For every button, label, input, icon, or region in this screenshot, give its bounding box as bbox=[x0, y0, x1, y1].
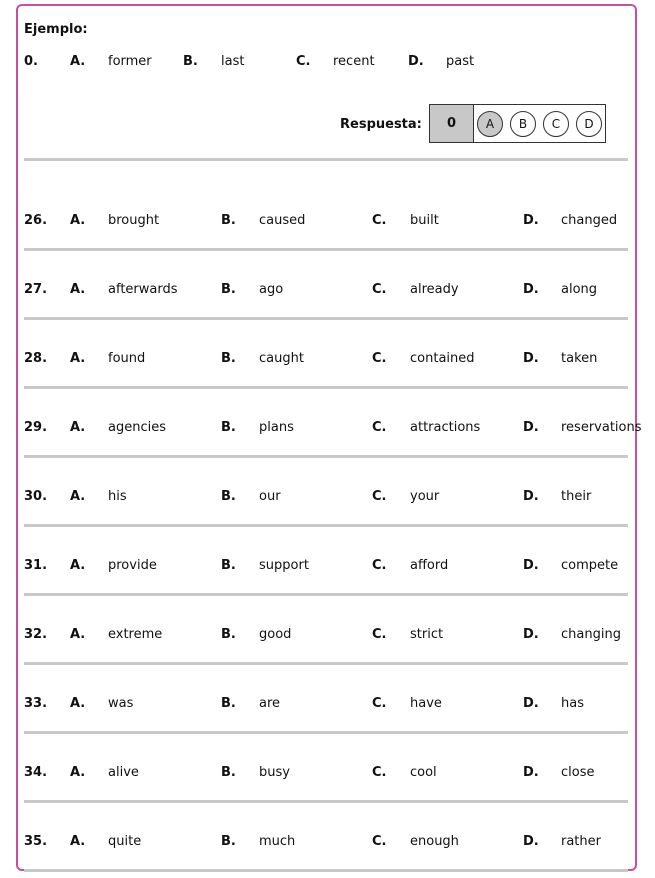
question-30-option-b-text: our bbox=[259, 489, 281, 504]
question-34-option-d-text: close bbox=[561, 765, 595, 780]
question-separator bbox=[24, 317, 628, 320]
question-31-option-b-letter: B. bbox=[221, 558, 236, 573]
question-33-option-b-text: are bbox=[259, 696, 281, 711]
question-separator bbox=[24, 455, 628, 458]
question-35-option-b-letter: B. bbox=[221, 834, 236, 849]
question-separator bbox=[24, 248, 628, 251]
question-33-option-a-letter: A. bbox=[70, 696, 86, 711]
question-29-option-c-text: attractions bbox=[410, 420, 481, 435]
example-option-d-letter: D. bbox=[408, 54, 424, 69]
answer-choice-d[interactable]: D bbox=[576, 111, 602, 137]
question-30-number: 30. bbox=[24, 489, 48, 504]
question-30-option-c-letter: C. bbox=[372, 489, 387, 504]
question-31-number: 31. bbox=[24, 558, 48, 573]
question-26-option-d-text: changed bbox=[561, 213, 618, 228]
question-28-option-a-letter: A. bbox=[70, 351, 86, 366]
question-34-option-d-letter: D. bbox=[523, 765, 539, 780]
question-29-number: 29. bbox=[24, 420, 48, 435]
question-27-option-b-letter: B. bbox=[221, 282, 236, 297]
question-29-option-c-letter: C. bbox=[372, 420, 387, 435]
example-option-b-text: last bbox=[221, 54, 245, 69]
question-separator bbox=[24, 662, 628, 665]
question-31-option-a-letter: A. bbox=[70, 558, 86, 573]
question-29-option-d-letter: D. bbox=[523, 420, 539, 435]
question-28-option-c-letter: C. bbox=[372, 351, 387, 366]
question-34-option-a-letter: A. bbox=[70, 765, 86, 780]
question-34-number: 34. bbox=[24, 765, 48, 780]
question-26-option-c-letter: C. bbox=[372, 213, 387, 228]
question-32-option-a-text: extreme bbox=[108, 627, 163, 642]
question-28-option-d-text: taken bbox=[561, 351, 598, 366]
question-separator bbox=[24, 800, 628, 803]
example-option-a-text: former bbox=[108, 54, 152, 69]
question-separator bbox=[24, 731, 628, 734]
question-26-option-a-letter: A. bbox=[70, 213, 86, 228]
question-32-option-c-letter: C. bbox=[372, 627, 387, 642]
question-28-option-c-text: contained bbox=[410, 351, 475, 366]
question-27-option-d-letter: D. bbox=[523, 282, 539, 297]
question-30-option-a-text: his bbox=[108, 489, 127, 504]
question-26-option-b-text: caused bbox=[259, 213, 306, 228]
question-34-option-a-text: alive bbox=[108, 765, 139, 780]
question-34-option-c-text: cool bbox=[410, 765, 437, 780]
example-option-c-letter: C. bbox=[296, 54, 311, 69]
question-27-option-a-letter: A. bbox=[70, 282, 86, 297]
question-33-option-c-letter: C. bbox=[372, 696, 387, 711]
question-33-number: 33. bbox=[24, 696, 48, 711]
question-35-option-a-text: quite bbox=[108, 834, 142, 849]
question-29-option-d-text: reservations bbox=[561, 420, 642, 435]
question-27-number: 27. bbox=[24, 282, 48, 297]
question-26-option-a-text: brought bbox=[108, 213, 160, 228]
question-30-option-d-text: their bbox=[561, 489, 592, 504]
question-26-number: 26. bbox=[24, 213, 48, 228]
question-34-option-b-text: busy bbox=[259, 765, 290, 780]
example-option-a-letter: A. bbox=[70, 54, 86, 69]
example-title: Ejemplo: bbox=[24, 22, 88, 37]
question-26-option-d-letter: D. bbox=[523, 213, 539, 228]
question-30-option-a-letter: A. bbox=[70, 489, 86, 504]
question-35-option-d-letter: D. bbox=[523, 834, 539, 849]
question-28-number: 28. bbox=[24, 351, 48, 366]
question-31-option-d-text: compete bbox=[561, 558, 619, 573]
answer-choice-c[interactable]: C bbox=[543, 111, 569, 137]
question-35-option-a-letter: A. bbox=[70, 834, 86, 849]
question-35-option-d-text: rather bbox=[561, 834, 601, 849]
question-34-option-c-letter: C. bbox=[372, 765, 387, 780]
question-32-option-c-text: strict bbox=[410, 627, 444, 642]
question-30-option-d-letter: D. bbox=[523, 489, 539, 504]
question-32-number: 32. bbox=[24, 627, 48, 642]
example-option-c-text: recent bbox=[333, 54, 375, 69]
question-27-option-a-text: afterwards bbox=[108, 282, 178, 297]
question-35-option-b-text: much bbox=[259, 834, 296, 849]
question-31-option-c-text: afford bbox=[410, 558, 449, 573]
question-32-option-b-text: good bbox=[259, 627, 292, 642]
question-30-option-c-text: your bbox=[410, 489, 440, 504]
question-28-option-d-letter: D. bbox=[523, 351, 539, 366]
example-number: 0. bbox=[24, 54, 38, 69]
question-32-option-d-letter: D. bbox=[523, 627, 539, 642]
question-27-option-c-text: already bbox=[410, 282, 459, 297]
question-28-option-b-letter: B. bbox=[221, 351, 236, 366]
question-35-number: 35. bbox=[24, 834, 48, 849]
answer-choice-a[interactable]: A bbox=[477, 111, 503, 137]
example-option-d-text: past bbox=[446, 54, 475, 69]
question-33-option-d-letter: D. bbox=[523, 696, 539, 711]
question-26-option-b-letter: B. bbox=[221, 213, 236, 228]
question-32-option-b-letter: B. bbox=[221, 627, 236, 642]
question-34-option-b-letter: B. bbox=[221, 765, 236, 780]
question-31-option-d-letter: D. bbox=[523, 558, 539, 573]
question-separator bbox=[24, 869, 628, 872]
question-27-option-c-letter: C. bbox=[372, 282, 387, 297]
question-32-option-d-text: changing bbox=[561, 627, 621, 642]
question-separator bbox=[24, 593, 628, 596]
question-29-option-b-text: plans bbox=[259, 420, 294, 435]
question-26-option-c-text: built bbox=[410, 213, 439, 228]
example-option-b-letter: B. bbox=[183, 54, 198, 69]
question-31-option-b-text: support bbox=[259, 558, 309, 573]
question-27-option-b-text: ago bbox=[259, 282, 284, 297]
question-31-option-c-letter: C. bbox=[372, 558, 387, 573]
question-29-option-a-letter: A. bbox=[70, 420, 86, 435]
answer-number: 0 bbox=[430, 105, 474, 142]
question-35-option-c-letter: C. bbox=[372, 834, 387, 849]
question-33-option-d-text: has bbox=[561, 696, 584, 711]
question-30-option-b-letter: B. bbox=[221, 489, 236, 504]
answer-label: Respuesta: bbox=[340, 117, 422, 132]
answer-box bbox=[429, 104, 606, 143]
question-separator bbox=[24, 524, 628, 527]
question-28-option-a-text: found bbox=[108, 351, 146, 366]
question-33-option-b-letter: B. bbox=[221, 696, 236, 711]
question-29-option-a-text: agencies bbox=[108, 420, 166, 435]
question-32-option-a-letter: A. bbox=[70, 627, 86, 642]
question-separator bbox=[24, 386, 628, 389]
example-separator bbox=[24, 158, 628, 161]
question-28-option-b-text: caught bbox=[259, 351, 304, 366]
answer-choice-b[interactable]: B bbox=[510, 111, 536, 137]
question-29-option-b-letter: B. bbox=[221, 420, 236, 435]
question-27-option-d-text: along bbox=[561, 282, 598, 297]
question-33-option-a-text: was bbox=[108, 696, 134, 711]
question-31-option-a-text: provide bbox=[108, 558, 157, 573]
question-35-option-c-text: enough bbox=[410, 834, 459, 849]
question-33-option-c-text: have bbox=[410, 696, 442, 711]
